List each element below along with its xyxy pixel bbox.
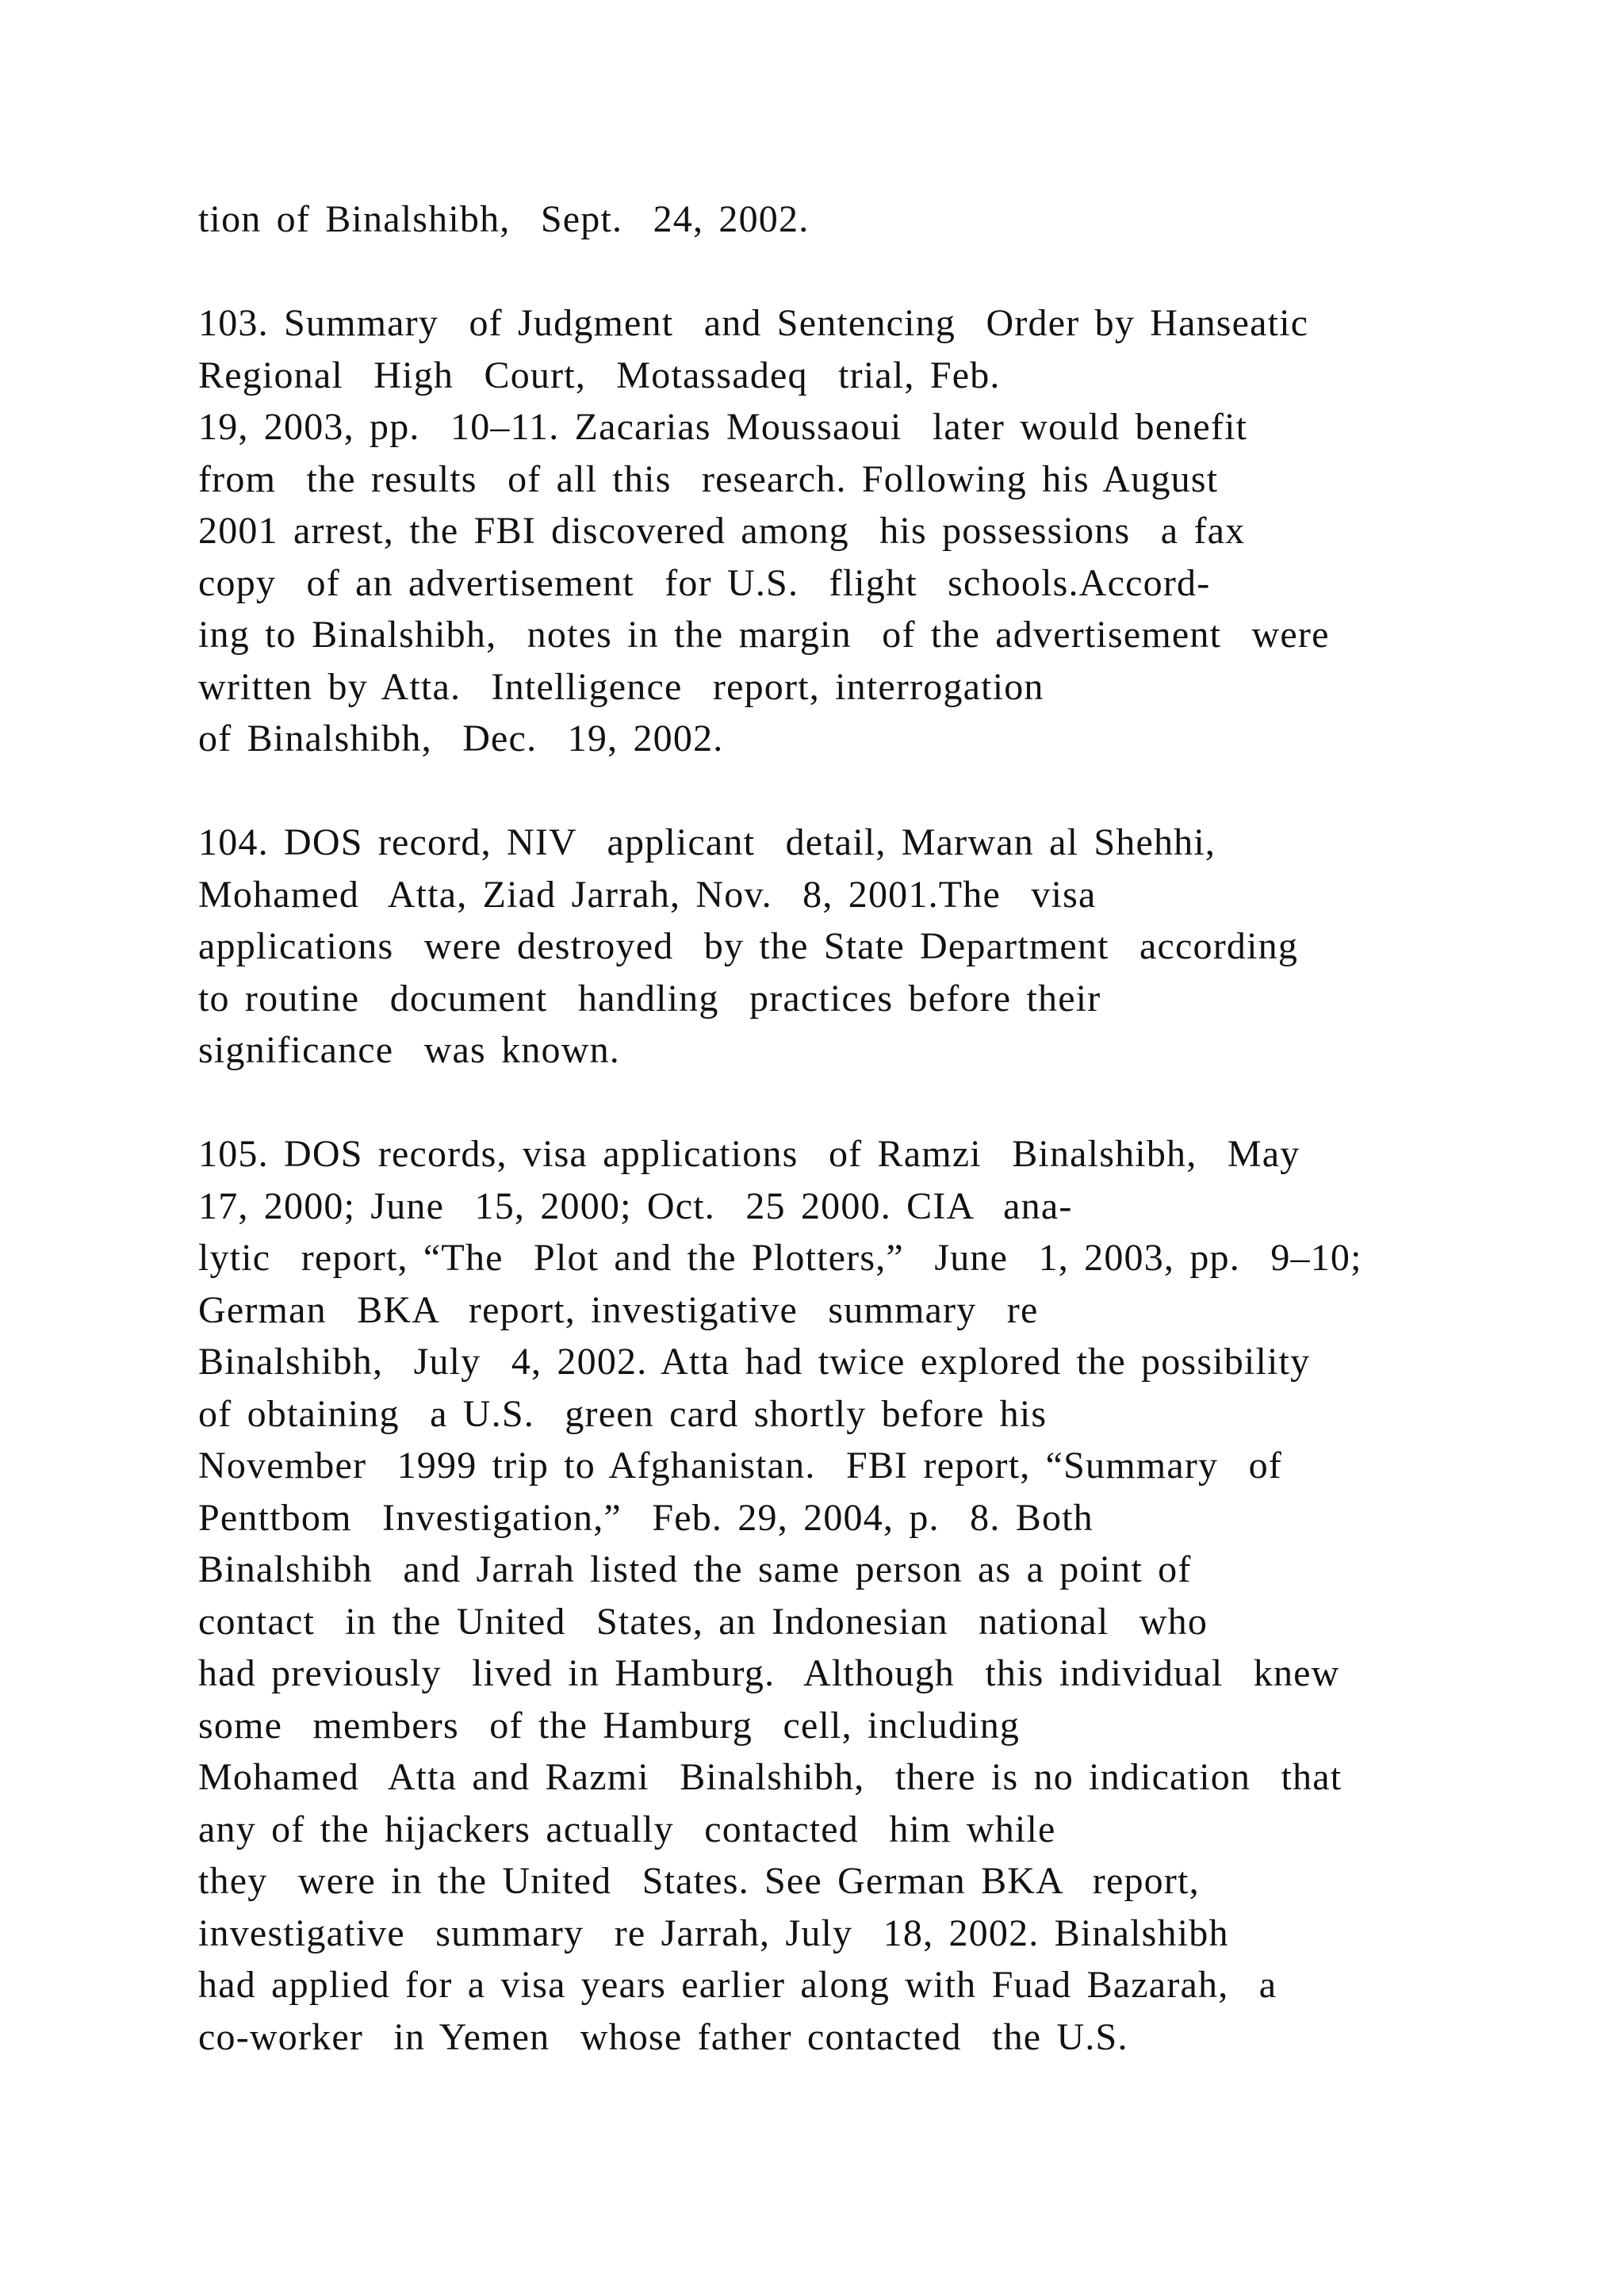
paragraph-gap bbox=[198, 765, 1546, 817]
text-line: Mohamed Atta, Ziad Jarrah, Nov. 8, 2001.The visa bbox=[198, 873, 1097, 916]
paragraph-intro bbox=[198, 193, 1546, 246]
text-line: Mohamed Atta and Razmi Binalshibh, there is no indication that bbox=[198, 1756, 1342, 1798]
text-line: Binalshibh, July 4, 2002. Atta had twice explored the possibility bbox=[198, 1341, 1311, 1383]
text-line: November 1999 trip to Afghanistan. FBI report, “Summary of bbox=[198, 1445, 1282, 1487]
text-line: had applied for a visa years earlier along with Fuad Bazarah, a bbox=[198, 1964, 1277, 2006]
text-line: lytic report, “The Plot and the Plotters,” June 1, 2003, pp. 9–10; bbox=[198, 1237, 1362, 1279]
text-line: co-worker in Yemen whose father contacted the U.S. bbox=[198, 2015, 1128, 2058]
text-line: tion of Binalshibh, Sept. 24, 2002. bbox=[198, 198, 810, 240]
endnote-104 bbox=[198, 817, 1546, 1077]
text-line: written by Atta. Intelligence report, interrogation bbox=[198, 665, 1044, 708]
text-line: of Binalshibh, Dec. 19, 2002. bbox=[198, 718, 724, 760]
endnote-105 bbox=[198, 1128, 1546, 2063]
text-line: Regional High Court, Motassadeq trial, Feb. bbox=[198, 354, 1001, 396]
text-line: 103. Summary of Judgment and Sentencing Order by Hanseatic bbox=[198, 302, 1309, 344]
text-line: Penttbom Investigation,” Feb. 29, 2004, p. 8. Both bbox=[198, 1496, 1094, 1539]
text-line: some members of the Hamburg cell, including bbox=[198, 1704, 1021, 1747]
text-line: of obtaining a U.S. green card shortly before his bbox=[198, 1392, 1048, 1435]
text-line: 19, 2003, pp. 10–11. Zacarias Moussaoui later would benefit bbox=[198, 406, 1248, 448]
text-line: Binalshibh and Jarrah listed the same person as a point of bbox=[198, 1548, 1192, 1590]
text-line: contact in the United States, an Indonesian national who bbox=[198, 1600, 1208, 1643]
text-line: from the results of all this research. Following his August bbox=[198, 457, 1219, 500]
text-line: 17, 2000; June 15, 2000; Oct. 25 2000. CIA ana- bbox=[198, 1184, 1073, 1227]
paragraph-gap bbox=[198, 1077, 1546, 1129]
endnotes-text bbox=[198, 193, 1546, 2063]
text-line: German BKA report, investigative summary re bbox=[198, 1288, 1039, 1331]
text-line: significance was known. bbox=[198, 1029, 621, 1071]
text-line: ing to Binalshibh, notes in the margin of the advertisement were bbox=[198, 614, 1330, 656]
text-line: any of the hijackers actually contacted him while bbox=[198, 1808, 1056, 1850]
paragraph-gap bbox=[198, 246, 1546, 298]
text-line: 105. DOS records, visa applications of Ramzi Binalshibh, May bbox=[198, 1133, 1300, 1175]
text-line: copy of an advertisement for U.S. flight schools.Accord- bbox=[198, 561, 1211, 604]
text-line: had previously lived in Hamburg. Although this individual knew bbox=[198, 1652, 1340, 1694]
text-line: applications were destroyed by the State Department according bbox=[198, 925, 1299, 967]
endnote-103 bbox=[198, 297, 1546, 765]
text-line: they were in the United States. See German BKA report, bbox=[198, 1860, 1200, 1902]
text-line: 104. DOS record, NIV applicant detail, Marwan al Shehhi, bbox=[198, 821, 1216, 863]
text-line: to routine document handling practices before their bbox=[198, 977, 1101, 1020]
text-line: 2001 arrest, the FBI discovered among his possessions a fax bbox=[198, 510, 1246, 552]
text-line: investigative summary re Jarrah, July 18, 2002. Binalshibh bbox=[198, 1911, 1229, 1954]
